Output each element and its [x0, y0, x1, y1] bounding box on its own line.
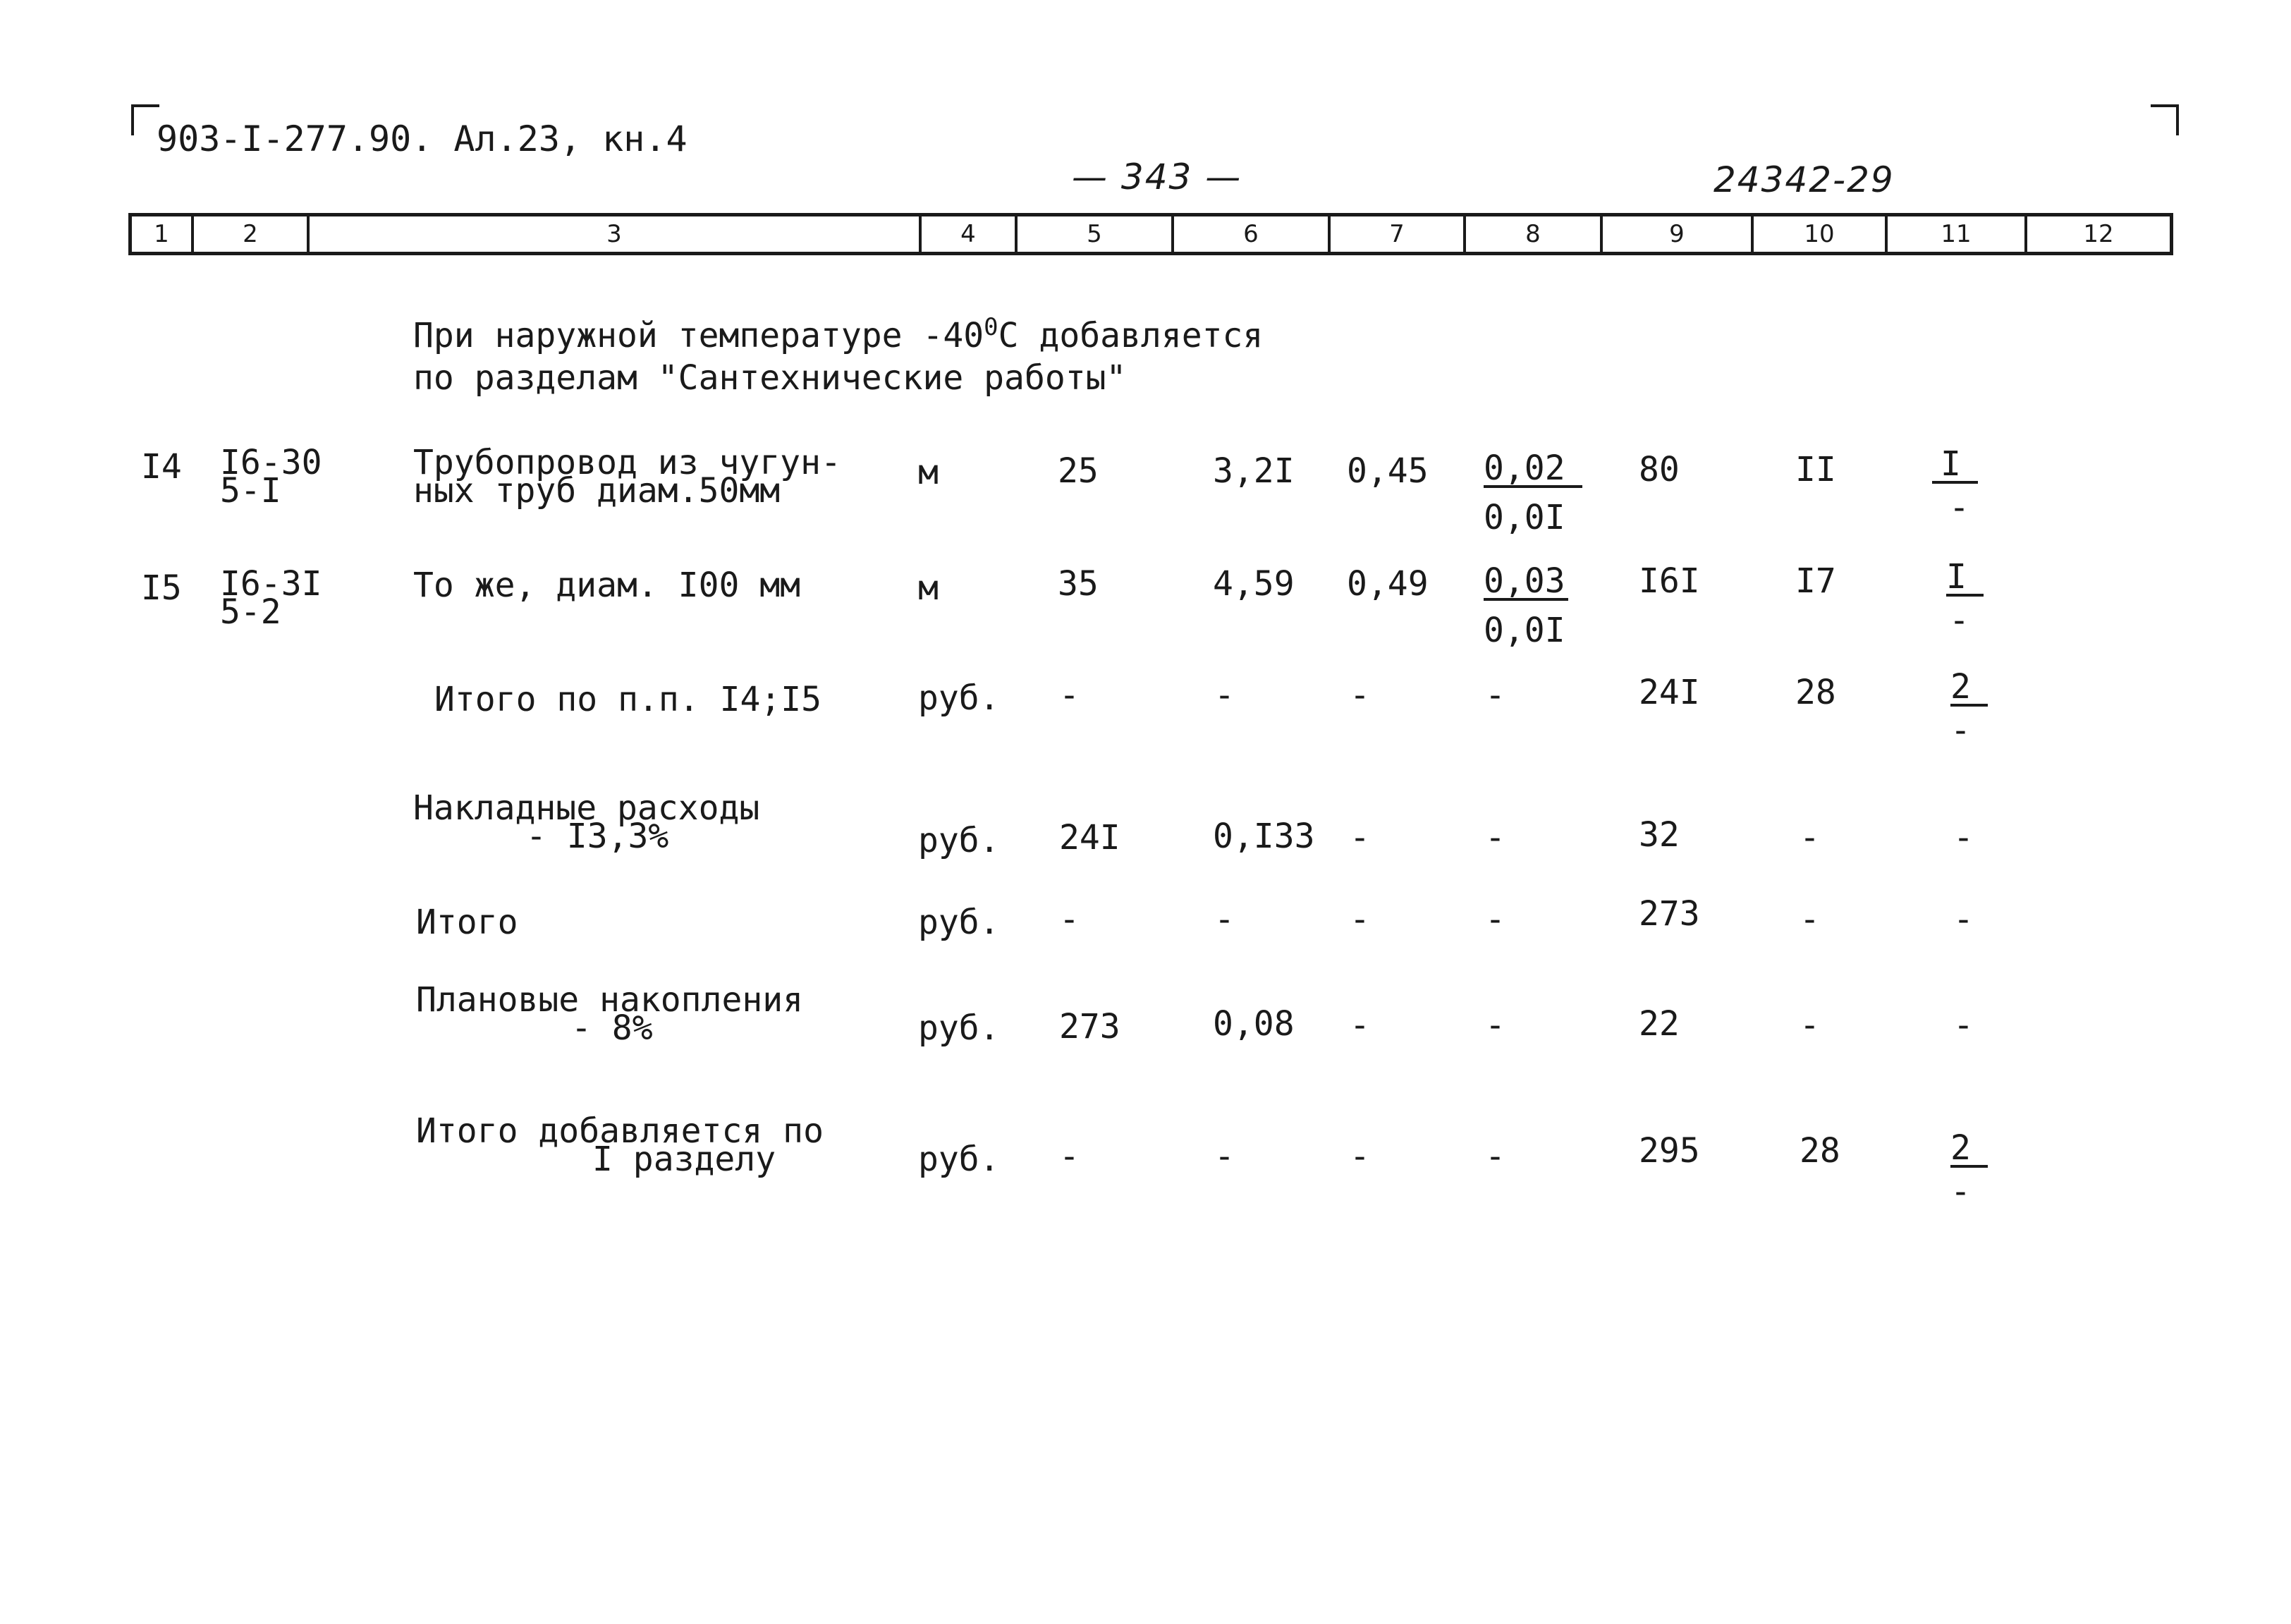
label-line: Итого добавляется по: [416, 1111, 824, 1151]
column-6-value: 0,08: [1213, 1004, 1295, 1044]
row-description: То же, диам. I00 мм: [413, 566, 801, 605]
column-11-fraction: [1950, 667, 1988, 750]
column-11-fraction: [1946, 557, 1984, 640]
column-7-value: -: [1350, 1006, 1370, 1045]
label-line: I разделу: [592, 1140, 776, 1179]
degree-superscript: 0: [984, 313, 998, 341]
column-header: 4: [922, 216, 1018, 252]
column-8-fraction: [1484, 561, 1568, 650]
column-11-value: -: [1953, 818, 1974, 857]
column-header: 3: [310, 216, 922, 252]
summary-label: [413, 788, 760, 856]
unit: руб.: [918, 1140, 1000, 1179]
unit: м: [918, 453, 939, 492]
description-line: ных труб диам.50мм: [413, 471, 781, 511]
column-8-fraction: [1484, 448, 1582, 537]
fraction-top: I: [1946, 560, 1984, 597]
column-header: 1: [132, 216, 194, 252]
column-9-value: 80: [1639, 450, 1680, 489]
quantity: 35: [1058, 564, 1099, 604]
intro-line-2: по разделам "Сантехнические работы": [413, 358, 1127, 398]
summary-label: [416, 980, 804, 1048]
column-9-value: 24I: [1639, 673, 1700, 712]
fraction-top: I: [1932, 447, 1978, 484]
fraction-top: 2: [1950, 1131, 1988, 1168]
column-6-value: -: [1214, 1137, 1235, 1176]
summary-label: [416, 1111, 824, 1179]
row-code: [220, 443, 322, 511]
summary-label: Итого: [416, 903, 518, 942]
column-11-value: -: [1953, 900, 1974, 939]
column-11-fraction: [1932, 444, 1978, 527]
code-line: 5-I: [220, 471, 281, 511]
column-header: 2: [194, 216, 310, 252]
unit: руб.: [918, 1008, 1000, 1048]
row-code: [220, 564, 322, 632]
intro-line-1: [413, 313, 1264, 355]
row-description: [413, 443, 841, 511]
column-header: 5: [1018, 216, 1174, 252]
label-line: - I3,3%: [526, 817, 669, 856]
column-8-value: -: [1485, 1006, 1505, 1045]
column-7-value: -: [1350, 676, 1370, 715]
fraction-top: 2: [1950, 670, 1988, 707]
column-9-value: 22: [1639, 1004, 1680, 1044]
column-7-value: 0,49: [1347, 564, 1429, 604]
unit: руб.: [918, 821, 1000, 860]
row-number: I4: [141, 447, 182, 487]
corner-mark-top-right: [2151, 104, 2179, 135]
column-number-row: [128, 213, 2173, 255]
description-line: Трубопровод из чугун-: [413, 443, 841, 482]
fraction-top: 0,02: [1484, 451, 1582, 488]
column-5-value: -: [1059, 1137, 1080, 1176]
intro-text: С добавляется: [998, 316, 1264, 355]
summary-label: Итого по п.п. I4;I5: [434, 680, 822, 719]
column-10-value: -: [1800, 1006, 1820, 1045]
fraction-bottom: -: [1949, 488, 1969, 527]
column-9-value: 32: [1639, 815, 1680, 855]
code-line: 5-2: [220, 592, 281, 632]
column-5-value: 273: [1059, 1007, 1120, 1046]
column-header: 9: [1603, 216, 1754, 252]
column-7-value: -: [1350, 900, 1370, 939]
column-9-value: I6I: [1639, 561, 1700, 601]
column-10-value: I7: [1795, 561, 1836, 601]
fraction-bottom: 0,0I: [1484, 498, 1565, 537]
label-line: - 8%: [571, 1008, 653, 1048]
fraction-bottom: -: [1950, 711, 1971, 750]
column-8-value: -: [1485, 1137, 1505, 1176]
unit-price: 4,59: [1213, 564, 1295, 604]
column-9-value: 273: [1639, 894, 1700, 934]
column-10-value: 28: [1800, 1131, 1840, 1171]
column-7-value: -: [1350, 818, 1370, 857]
column-7-value: 0,45: [1347, 451, 1429, 491]
column-9-value: 295: [1639, 1131, 1700, 1171]
column-6-value: -: [1214, 676, 1235, 715]
label-line: Накладные расходы: [413, 788, 760, 828]
code-line: I6-30: [220, 443, 322, 482]
corner-mark-top-left: [131, 104, 159, 135]
document-code: 903-I-277.90. Ал.23, кн.4: [157, 118, 688, 159]
column-header: 12: [2083, 220, 2114, 248]
column-5-value: -: [1059, 676, 1080, 715]
column-header: 10: [1754, 216, 1888, 252]
page-number: — 343 —: [1072, 157, 1242, 197]
fraction-bottom: -: [1950, 1172, 1971, 1211]
column-7-value: -: [1350, 1137, 1370, 1176]
unit-price: 3,2I: [1213, 451, 1295, 491]
unit: м: [918, 568, 939, 608]
column-10-value: -: [1800, 818, 1820, 857]
intro-text: При наружной температуре -40: [413, 316, 984, 355]
column-6-value: 0,I33: [1213, 817, 1315, 856]
column-6-value: -: [1214, 900, 1235, 939]
column-11-value: -: [1953, 1006, 1974, 1045]
column-10-value: II: [1795, 450, 1836, 489]
column-5-value: -: [1059, 900, 1080, 939]
column-10-value: 28: [1795, 673, 1836, 712]
document-number: 24342-29: [1713, 159, 1895, 200]
column-10-value: -: [1800, 900, 1820, 939]
column-header: 8: [1466, 216, 1603, 252]
unit: руб.: [918, 678, 1000, 718]
quantity: 25: [1058, 451, 1099, 491]
fraction-top: 0,03: [1484, 564, 1568, 601]
column-8-value: -: [1485, 818, 1505, 857]
column-8-value: -: [1485, 900, 1505, 939]
column-5-value: 24I: [1059, 818, 1120, 857]
column-header: 7: [1331, 216, 1466, 252]
fraction-bottom: -: [1949, 601, 1969, 640]
fraction-bottom: 0,0I: [1484, 611, 1565, 650]
column-11-fraction: [1950, 1128, 1988, 1211]
label-line: Плановые накопления: [416, 980, 804, 1020]
column-header: 6: [1174, 216, 1331, 252]
row-number: I5: [141, 568, 182, 608]
unit: руб.: [918, 903, 1000, 942]
column-header: 11: [1888, 216, 2027, 252]
column-8-value: -: [1485, 676, 1505, 715]
code-line: I6-3I: [220, 564, 322, 604]
